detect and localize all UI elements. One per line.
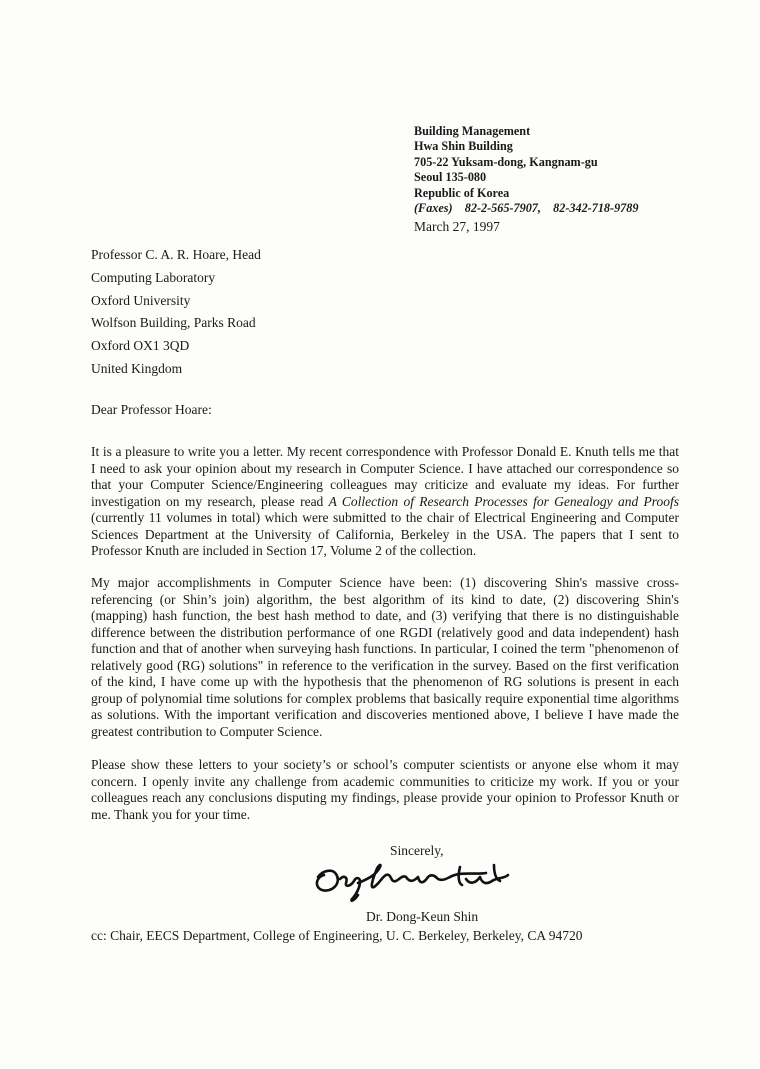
- sender-address-block: [414, 124, 638, 216]
- sender-city: Seoul 135-080: [414, 170, 487, 185]
- recipient-line: United Kingdom: [91, 360, 183, 376]
- sender-faxes: [414, 201, 638, 216]
- recipient-line: Wolfson Building, Parks Road: [91, 315, 256, 331]
- body-paragraph-1: [91, 444, 679, 560]
- paragraph-text: It is a pleasure to write you a letter. My recent correspondence with Professor Donald E. Knuth tells me that I need to ask your opinion about my research in Computer Science. I have attached our correspondence so that your Computer Science/Engineering colleagues may criticize and evaluate my ideas. For further investigation on my research, please read: [91, 444, 679, 509]
- sender-country: Republic of Korea: [414, 185, 510, 200]
- recipient-line: Professor C. A. R. Hoare, Head: [91, 247, 261, 262]
- sender-name: Building Management: [414, 124, 531, 138]
- collection-title: A Collection of Research Processes for Genealogy and Proofs: [328, 493, 679, 509]
- cc-line: cc: Chair, EECS Department, College of Engineering, U. C. Berkeley, Berkeley, CA 94720: [91, 928, 583, 943]
- body-paragraph-3: Please show these letters to your society’s or school’s computer scientists or anyone else whom it may concern. I openly invite any challenge from academic communities to criticize my work. If you or your colleagues reach any conclusions disputing my findings, please provide your opinion to Professor Knuth or me. Thank you for your time.: [91, 757, 679, 822]
- recipient-address-block: [91, 244, 261, 381]
- letter-date: March 27, 1997: [414, 219, 500, 234]
- fax-number-2: 82-342-718-9789: [553, 201, 639, 216]
- sender-building: Hwa Shin Building: [414, 139, 513, 154]
- signer-name: Dr. Dong-Keun Shin: [366, 909, 479, 924]
- paragraph-text: (currently 11 volumes in total) which were submitted to the chair of Electrical Engineering and Computer Sciences Department at the University of California, Berkeley in the USA. The papers that I sent to Professor Knuth are included in Section 17, Volume 2 of the collection.: [91, 510, 679, 558]
- closing: Sincerely,: [390, 843, 444, 858]
- recipient-line: Oxford University: [91, 292, 191, 308]
- body-paragraph-2: My major accomplishments in Computer Science have been: (1) discovering Shin's massive cross-referencing (or Shin’s join) algorithm, the best algorithm of its kind to date, (2) discovering Shin's (mapping) hash function, the best hash method to date, and (3) verifying that there is no distinguishable difference between the distribution performance of one RGDI (relatively good and data independent) hash function and that of another when surveying hash functions. In particular, I coined the term "phenomenon of relatively good (RG) solutions" in reference to the verification in the survey. Based on the first verification of the kind, I have come up with the hypothesis that the phenomenon of RG solutions is present in each group of polynomial time solutions for complex problems that basically require exponential time algorithms as solutions. With the important verification and discoveries mentioned above, I believe I have made the greatest contribution to Computer Science.: [91, 575, 679, 739]
- sender-street: 705-22 Yuksam-dong, Kangnam-gu: [414, 154, 598, 169]
- recipient-line: Computing Laboratory: [91, 269, 216, 285]
- handwritten-signature: [310, 857, 520, 907]
- fax-number-1: 82-2-565-7907,: [464, 201, 541, 216]
- salutation: Dear Professor Hoare:: [91, 402, 212, 417]
- recipient-line: Oxford OX1 3QD: [91, 338, 190, 354]
- faxes-label: (Faxes): [414, 201, 453, 216]
